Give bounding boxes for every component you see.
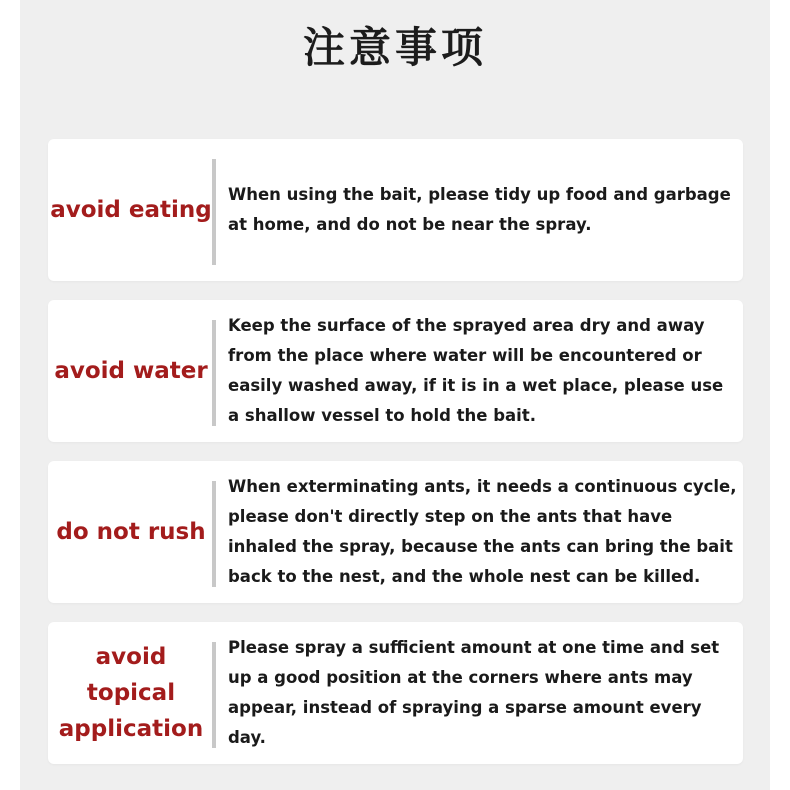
page-title: 注意事项 <box>302 23 487 72</box>
notice-card-text: When using the bait, please tidy up food and garbage at home, and do not be near the spray. <box>228 185 731 234</box>
notice-card-text: Keep the surface of the sprayed area dry and away from the place where water will be encountered or easily washed away, if it is in a wet place, please use a shallow vessel to hold the bait. <box>228 316 724 425</box>
notice-card-do-not-rush <box>48 461 743 603</box>
notice-card-text: Please spray a sufficient amount at one time and set up a good position at the corners where ants may appear, instead of spraying a sparse amount every day. <box>228 638 720 747</box>
notice-card-label: avoid water <box>54 358 208 384</box>
notice-card-avoid-topical-application <box>48 622 743 764</box>
notice-card-text: When exterminating ants, it needs a continuous cycle, please don't directly step on the ants that have inhaled the spray, because the ants can bring the bait back to the nest, and the whole nest can be killed. <box>228 477 737 586</box>
notice-card-label: avoid eating <box>50 197 212 223</box>
notice-card-label: avoid topical application <box>58 644 204 742</box>
card-divider <box>212 481 216 587</box>
card-divider <box>212 159 216 265</box>
card-divider <box>212 320 216 426</box>
card-divider <box>212 642 216 748</box>
notice-card-avoid-eating <box>48 139 743 281</box>
notice-card-avoid-water <box>48 300 743 442</box>
notice-card-label: do not rush <box>56 519 206 545</box>
